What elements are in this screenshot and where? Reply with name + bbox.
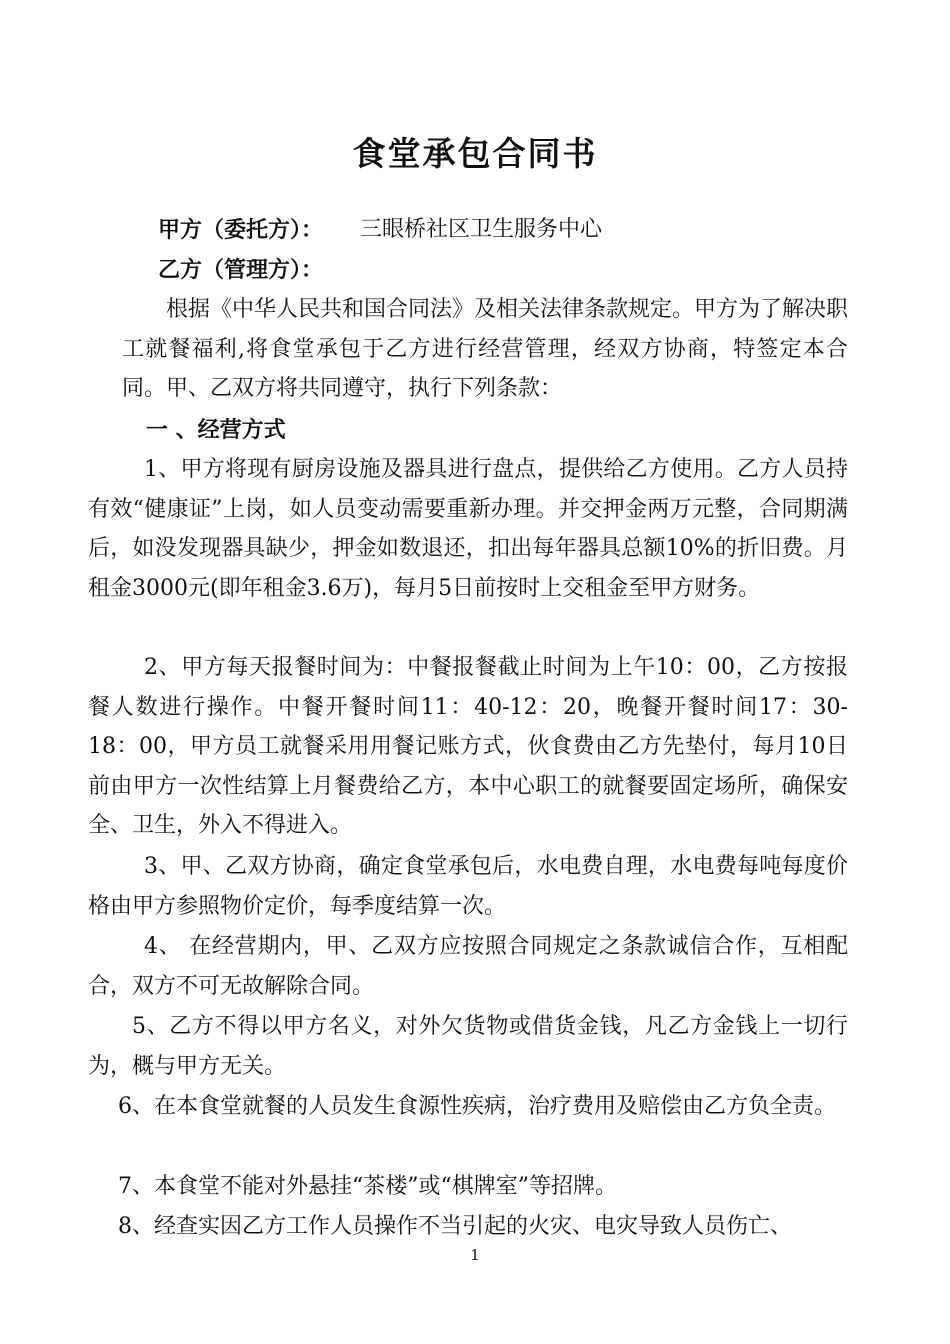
party-a-value: 三眼桥社区卫生服务中心: [360, 217, 603, 242]
clause-5: 5、乙方不得以甲方名义，对外欠货物或借货金钱，凡乙方金钱上一切行为，概与甲方无关。: [88, 1014, 848, 1079]
document-title: 食堂承包合同书: [352, 134, 598, 173]
clause-2: 2、甲方每天报餐时间为：中餐报餐截止时间为上午10：00，乙方按报餐人数进行操作。中餐开餐时间11：40-12：20，晚餐开餐时间17：30-18：00，甲方员工就餐采用用餐记账方式，伙食费由乙方先垫付，每月10日前由甲方一次性结算上月餐费给乙方，本中心职工的就餐要固定场所，确保安全、卫生，外入不得进入。: [88, 655, 848, 838]
clause-3: 3、甲、乙双方协商，确定食堂承包后，水电费自理，水电费每吨每度价格由甲方参照物价定价，每季度结算一次。: [88, 854, 848, 919]
clause-4: 4、 在经营期内，甲、乙双方应按照合同规定之条款诚信合作，互相配合，双方不可无故解除合同。: [88, 934, 848, 999]
section-heading: 一 、经营方式: [146, 417, 286, 443]
intro-paragraph: 根据《中华人民共和国合同法》及相关法律条款规定。甲方为了解决职工就餐福利,将食堂承包于乙方进行经营管理，经双方协商，特签定本合同。甲、乙双方将共同遵守，执行下列条款：: [122, 297, 849, 401]
clause-8: 8、经查实因乙方工作人员操作不当引起的火灾、电灾导致人员伤亡、: [118, 1214, 792, 1239]
clause-1: 1、甲方将现有厨房设施及器具进行盘点，提供给乙方使用。乙方人员持有效“健康证”上岗，如人员变动需要重新办理。并交押金两万元整，合同期满后，如没发现器具缺少，押金如数退还，扣出每年器具总额10%的折旧费。月租金3000元(即年租金3.6万)，每月5日前按时上交租金至甲方财务。: [88, 457, 848, 601]
party-a-label: 甲方（委托方）：: [158, 217, 324, 243]
party-b-label: 乙方（管理方）：: [158, 257, 324, 283]
page-number: 1: [470, 1246, 480, 1264]
clause-6: 6、在本食堂就餐的人员发生食源性疾病，治疗费用及赔偿由乙方负全责。: [118, 1094, 836, 1119]
clause-7: 7、本食堂不能对外悬挂“茶楼”或“棋牌室”等招牌。: [118, 1174, 617, 1199]
